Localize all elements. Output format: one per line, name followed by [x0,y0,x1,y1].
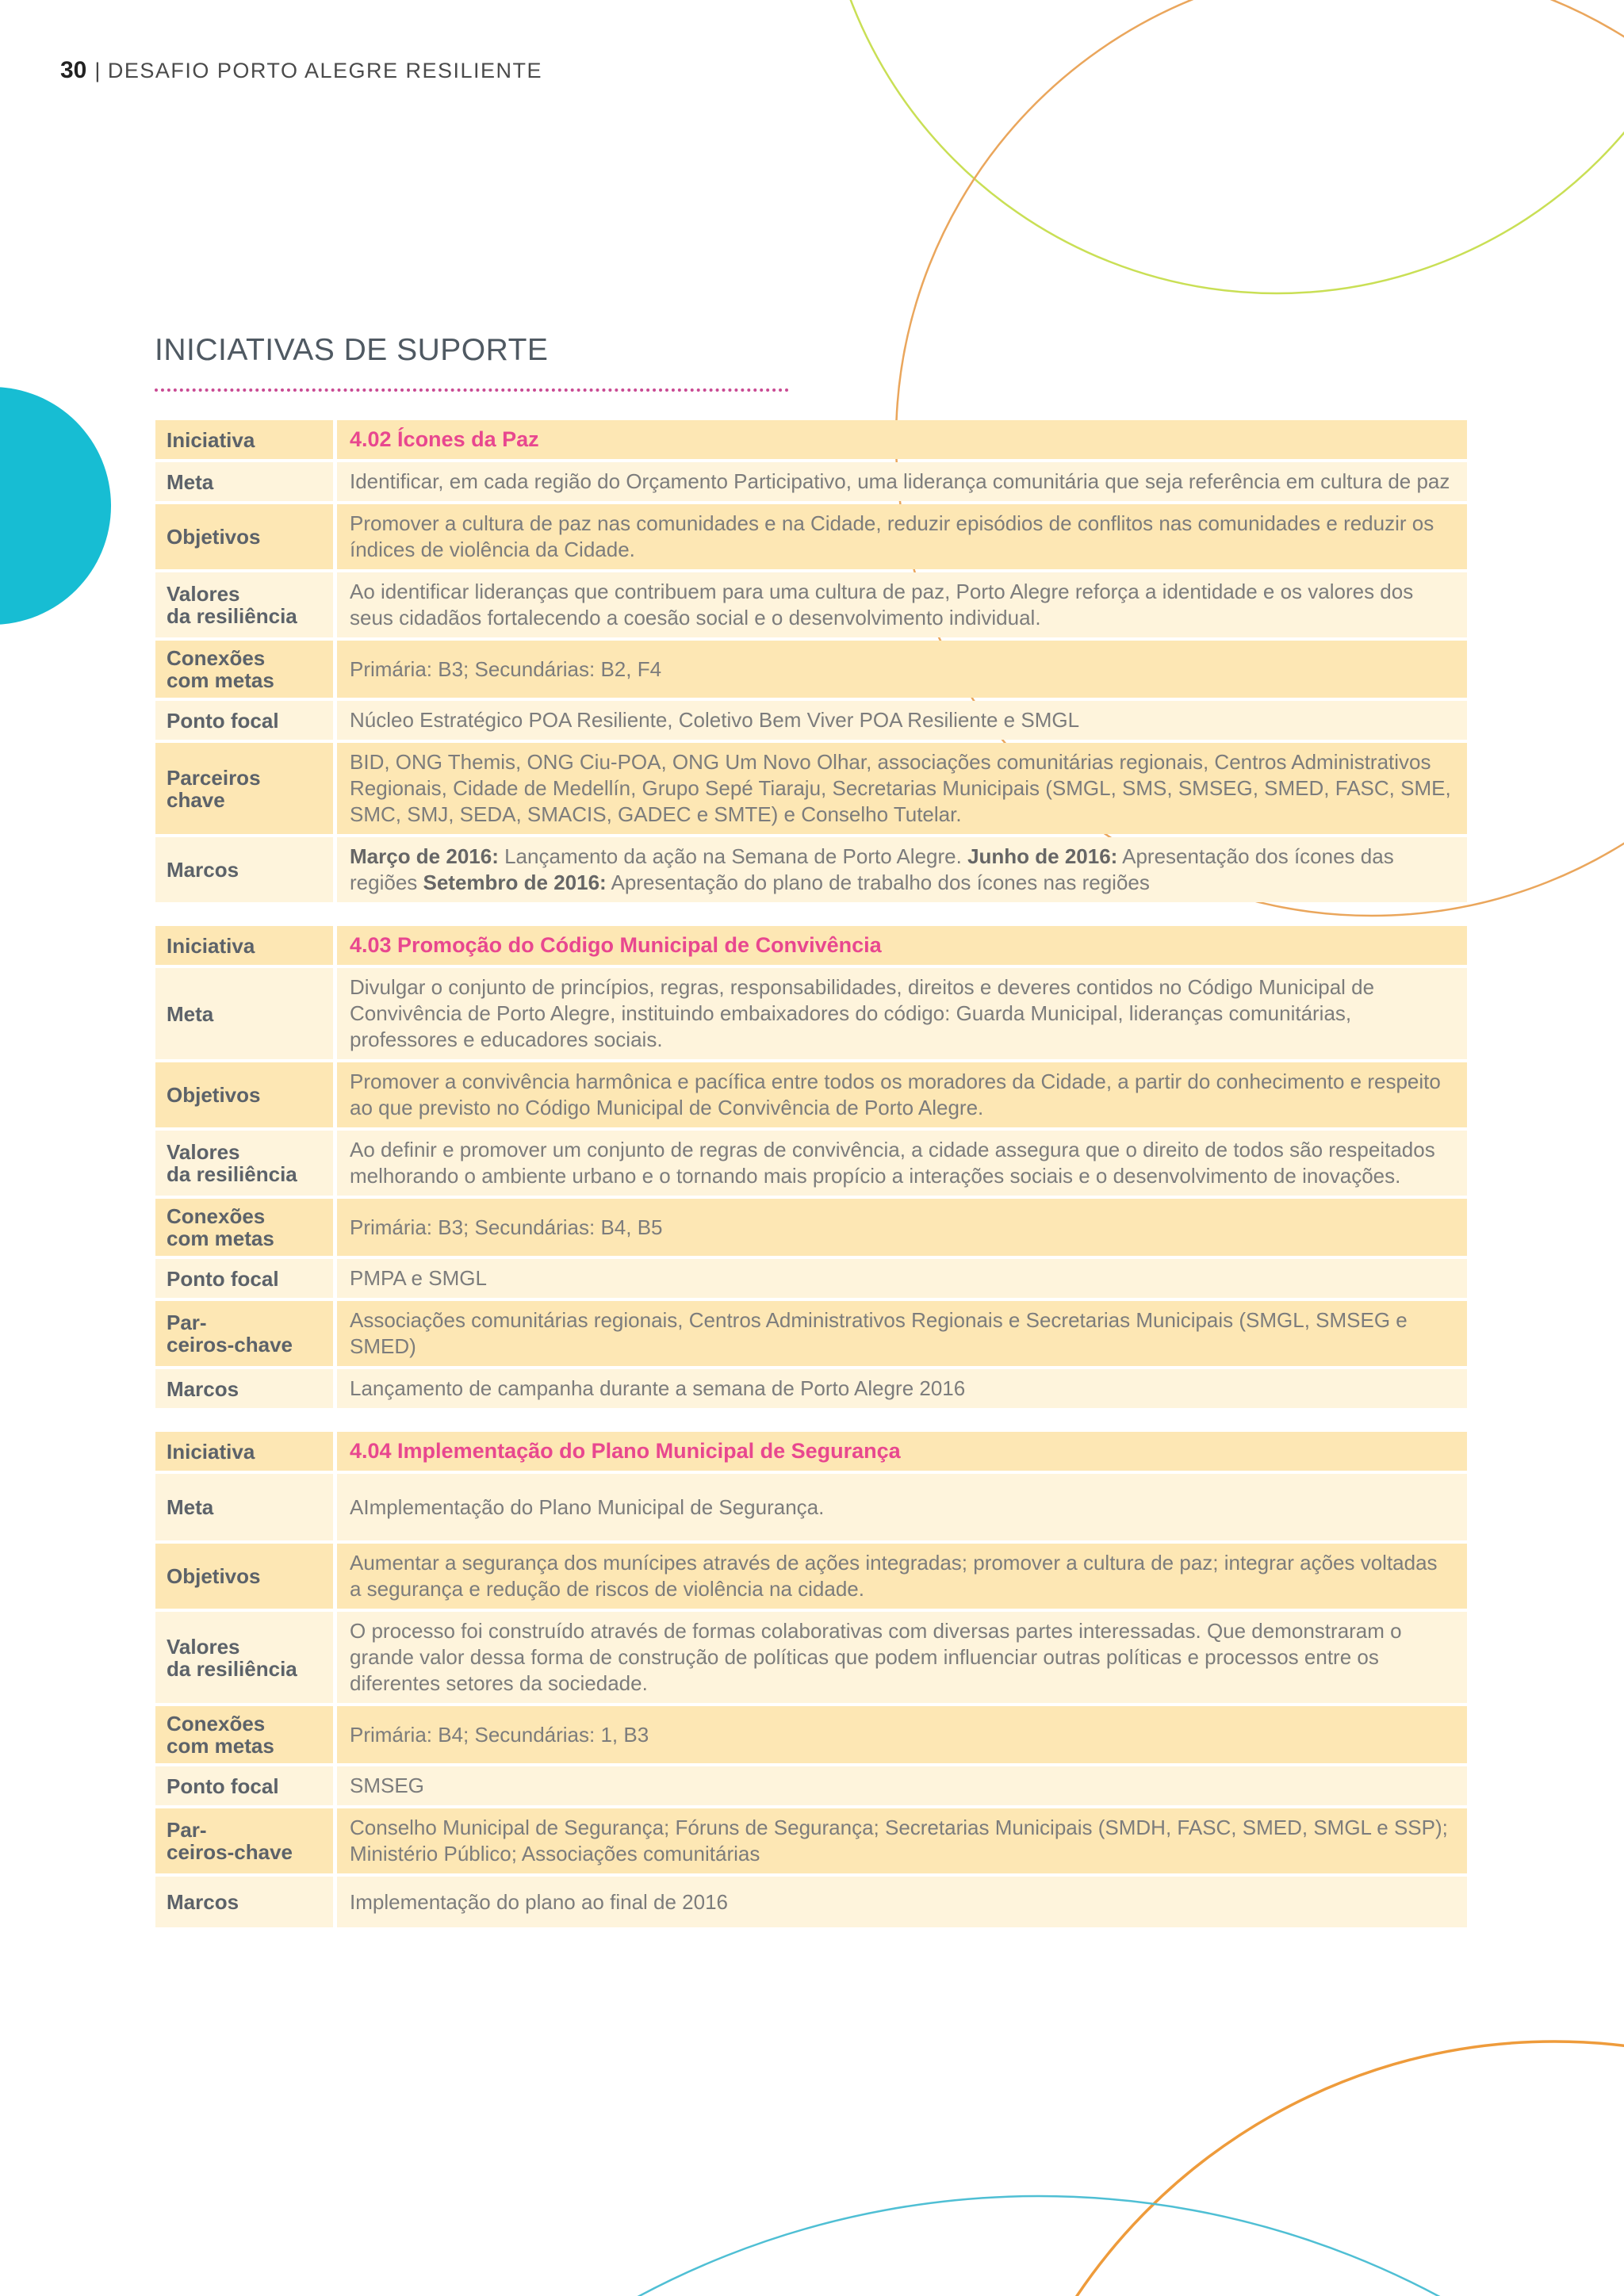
table-row [155,1199,1467,1256]
row-label: Objetivos [155,1062,337,1127]
label-line: Valores [167,1634,240,1659]
label-line: com metas [167,668,274,692]
label-line: com metas [167,1734,274,1758]
row-value: PMPA e SMGL [337,1259,1467,1298]
label-line: Valores [167,1140,240,1164]
row-value: Ao definir e promover um conjunto de regras de convivência, a cidade assegura que o direito de todos são respeitados melhorando o ambiente urbano e o tornando mais propício a interações sociais e o desenvolvimento de inovações. [337,1131,1467,1196]
section-title: INICIATIVAS DE SUPORTE [155,333,549,367]
row-label: Marcos [155,837,337,902]
blue-circle-bottom [190,2196,1624,2296]
row-value: AImplementação do Plano Municipal de Segurança. [337,1474,1467,1540]
table-row [155,1877,1467,1927]
row-value: Primária: B4; Secundárias: 1, B3 [337,1706,1467,1763]
initiative-table-403 [155,923,1467,1411]
row-label: Meta [155,462,337,501]
marco-text: Apresentação do plano de trabalho dos ícones nas regiões [606,871,1150,894]
label-line: chave [167,787,225,812]
table-row [155,462,1467,501]
marco-text: Lançamento da ação na Semana de Porto Alegre. [498,844,968,868]
row-value: Ao identificar lideranças que contribuem para uma cultura de paz, Porto Alegre reforça a identidade e os valores dos seus cidadãos fortalecendo a coesão social e o desenvolvimento individual. [337,572,1467,637]
table-row [155,1706,1467,1763]
row-value: Núcleo Estratégico POA Resiliente, Coletivo Bem Viver POA Resiliente e SMGL [337,701,1467,740]
table-row [155,1131,1467,1196]
label-line: Conexões [167,1712,266,1735]
label-line: ceiros-chave [167,1333,293,1357]
label-line: ceiros-chave [167,1840,293,1864]
row-value: Aumentar a segurança dos munícipes através de ações integradas; promover a cultura de paz; integrar ações voltadas a segurança e redução de riscos de violência na cidade. [337,1544,1467,1609]
row-value: Implementação do plano ao final de 2016 [337,1877,1467,1927]
green-circle-outline [821,0,1624,293]
label-line: da resiliência [167,1656,297,1681]
initiative-table-404 [155,1429,1467,1931]
row-label: Iniciativa [155,1432,337,1471]
row-label [155,1808,337,1873]
label-line: Valores [167,582,240,606]
marcos-value [337,837,1467,902]
label-line: Conexões [167,1204,266,1228]
table-row [155,1259,1467,1298]
table-row [155,1062,1467,1127]
table-row [155,1766,1467,1805]
table-row [155,837,1467,902]
row-label: Objetivos [155,1544,337,1609]
row-label: Iniciativa [155,926,337,965]
table-row [155,1432,1467,1471]
label-line: da resiliência [167,1162,297,1186]
table-row [155,572,1467,637]
row-label [155,641,337,698]
row-value: O processo foi construído através de formas colaborativas com diversas partes interessadas. Que demonstraram o grande valor dessa forma de construção de políticas que podem influenciar outras políticas e processos entre os diferentes setores da sociedade. [337,1612,1467,1703]
row-label [155,743,337,834]
initiative-title: 4.04 Implementação do Plano Municipal de Segurança [337,1432,1467,1471]
label-line: Par- [167,1818,207,1842]
label-line: Conexões [167,646,266,670]
row-label: Meta [155,1474,337,1540]
label-line: Par- [167,1311,207,1334]
label-line: da resiliência [167,604,297,628]
row-value: Promover a convivência harmônica e pacífica entre todos os moradores da Cidade, a partir do conhecimento e respeito ao que previsto no Código Municipal de Convivência de Porto Alegre. [337,1062,1467,1127]
row-value: Associações comunitárias regionais, Centros Administrativos Regionais e Secretarias Municipais (SMGL, SMSEG e SMED) [337,1301,1467,1366]
row-label [155,572,337,637]
cyan-half-circle [0,387,111,625]
marco-date: Março de 2016: [350,844,499,868]
marco-date: Setembro de 2016: [423,871,607,894]
row-value: SMSEG [337,1766,1467,1805]
header-separator: | [94,59,102,82]
row-value: Promover a cultura de paz nas comunidades e na Cidade, reduzir episódios de conflitos nas comunidades e reduzir os índices de violência da Cidade. [337,504,1467,569]
initiative-title: 4.02 Ícones da Paz [337,420,1467,459]
marco-text: Apresentação dos ícones das regiões [350,844,1394,894]
table-row [155,1301,1467,1366]
table-row [155,1544,1467,1609]
marco-date: Junho de 2016: [967,844,1118,868]
page-number: 30 [60,57,87,83]
row-label: Ponto focal [155,1259,337,1298]
table-row [155,1369,1467,1408]
row-label: Meta [155,968,337,1059]
table-row [155,701,1467,740]
header-title: DESAFIO PORTO ALEGRE RESILIENTE [107,59,543,82]
title-dotted-rule [155,388,789,392]
table-row [155,743,1467,834]
row-label [155,1301,337,1366]
row-label: Marcos [155,1877,337,1927]
table-row [155,926,1467,965]
row-value: Identificar, em cada região do Orçamento Participativo, uma liderança comunitária que seja referência em cultura de paz [337,462,1467,501]
row-value: Divulgar o conjunto de princípios, regras, responsabilidades, direitos e deveres contidos no Código Municipal de Convivência de Porto Alegre, instituindo embaixadores do código: Guarda Municipal, lideranças comunitárias, professores e educadores sociais. [337,968,1467,1059]
row-label: Iniciativa [155,420,337,459]
initiative-table-402 [155,417,1467,905]
orange-circle-bottom [979,2042,1624,2296]
row-label: Ponto focal [155,1766,337,1805]
label-line: Parceiros [167,765,261,790]
row-label: Ponto focal [155,701,337,740]
initiative-title: 4.03 Promoção do Código Municipal de Convivência [337,926,1467,965]
row-value: Primária: B3; Secundárias: B2, F4 [337,641,1467,698]
page-header [60,57,542,84]
table-row [155,504,1467,569]
row-value: Conselho Municipal de Segurança; Fóruns de Segurança; Secretarias Municipais (SMDH, FASC, SMED, SMGL e SSP); Ministério Público; Associações comunitárias [337,1808,1467,1873]
label-line: com metas [167,1226,274,1250]
row-label: Objetivos [155,504,337,569]
row-label: Marcos [155,1369,337,1408]
row-value: BID, ONG Themis, ONG Ciu-POA, ONG Um Novo Olhar, associações comunitárias regionais, Centros Administrativos Regionais, Cidade de Medellín, Grupo Sepé Tiaraju, Secretarias Municipais (SMGL, SMS, SMSEG, SMED, FASC, SME, SMC, SMJ, SEDA, SMACIS, GADEC e SMTE) e Conselho Tutelar. [337,743,1467,834]
row-label [155,1199,337,1256]
table-row [155,1612,1467,1703]
row-label [155,1131,337,1196]
row-label [155,1706,337,1763]
initiatives-container [155,417,1467,1948]
row-value: Primária: B3; Secundárias: B4, B5 [337,1199,1467,1256]
row-label [155,1612,337,1703]
table-row [155,1808,1467,1873]
table-row [155,968,1467,1059]
table-row [155,1474,1467,1540]
table-row [155,420,1467,459]
row-value: Lançamento de campanha durante a semana de Porto Alegre 2016 [337,1369,1467,1408]
table-row [155,641,1467,698]
